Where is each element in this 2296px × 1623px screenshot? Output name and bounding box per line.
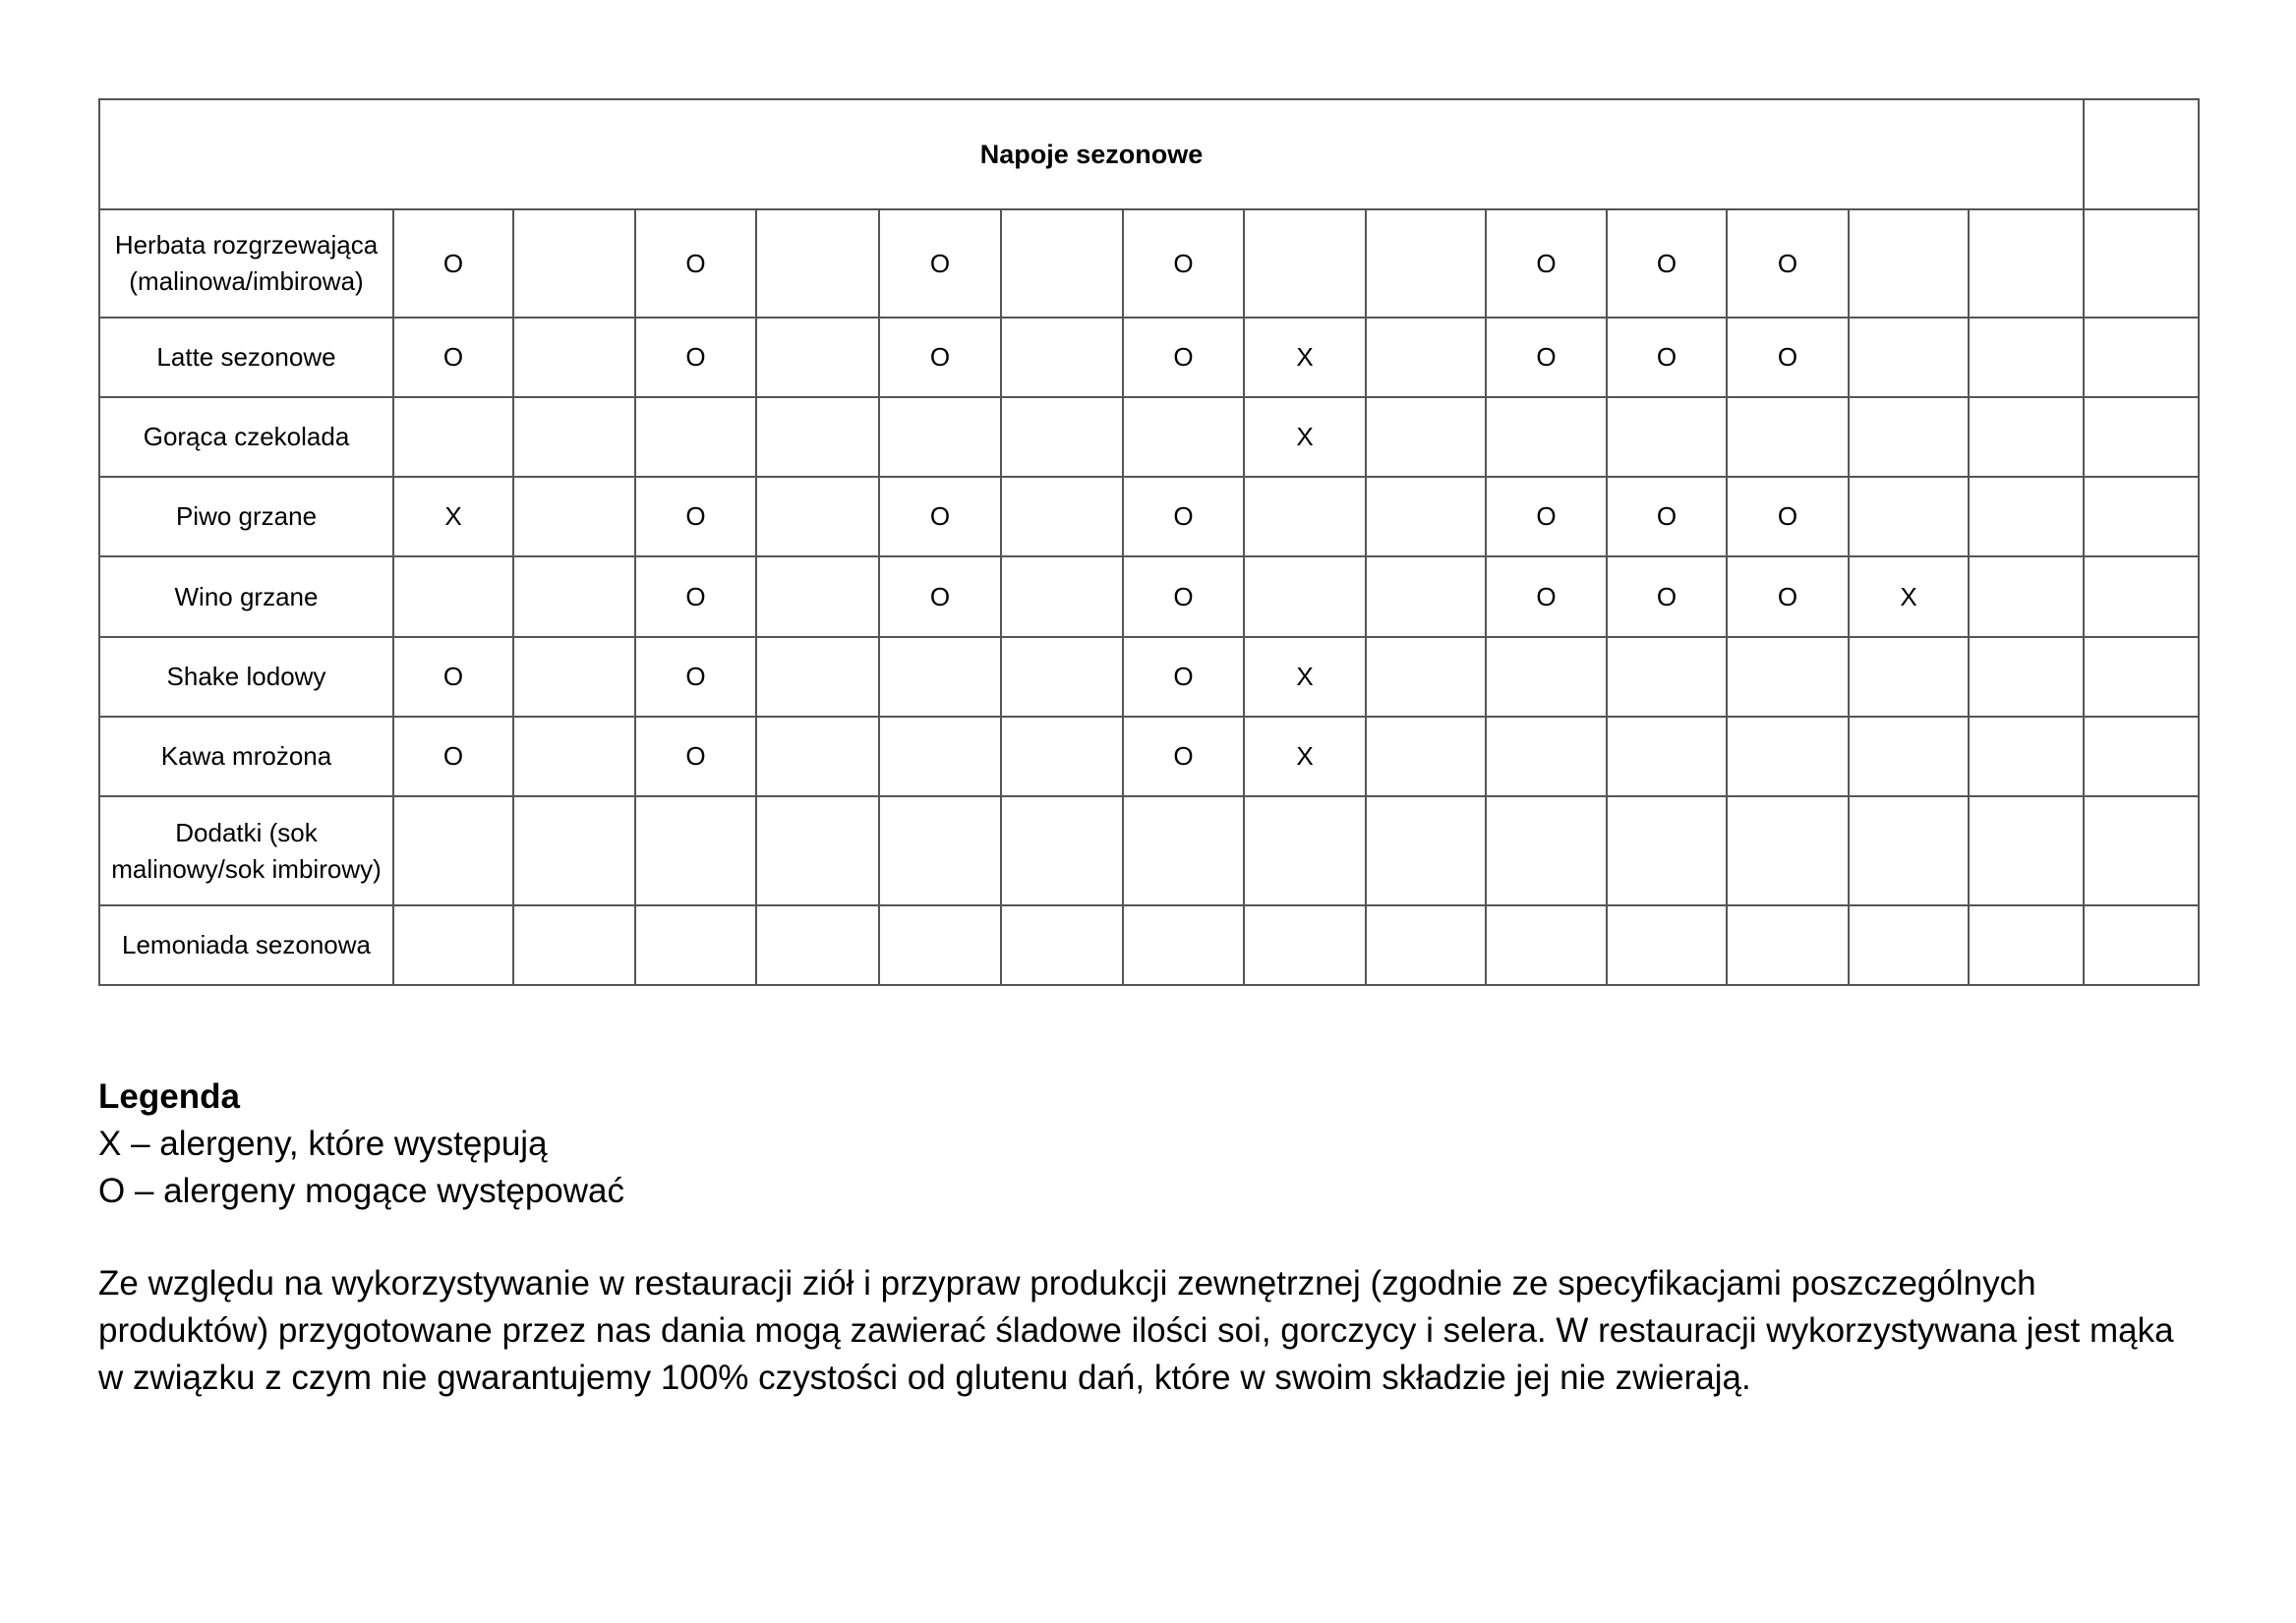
allergen-cell <box>1849 905 1969 985</box>
allergen-cell <box>635 796 756 905</box>
allergen-cell <box>756 397 879 477</box>
allergen-cell <box>1969 905 2084 985</box>
allergen-cell: O <box>879 318 1001 397</box>
allergen-cell <box>1727 717 1849 796</box>
allergen-cell <box>756 209 879 318</box>
allergen-cell: O <box>635 637 756 717</box>
allergen-cell: O <box>1727 477 1849 556</box>
allergen-cell <box>1366 209 1486 318</box>
allergen-cell <box>1001 318 1123 397</box>
allergen-cell: O <box>635 717 756 796</box>
allergen-cell <box>393 796 513 905</box>
allergen-cell: O <box>1123 717 1244 796</box>
allergen-cell <box>756 318 879 397</box>
allergen-cell <box>1366 397 1486 477</box>
allergen-cell <box>2084 556 2199 637</box>
allergen-cell: X <box>1244 717 1366 796</box>
allergen-cell <box>513 637 635 717</box>
allergen-cell <box>1244 556 1366 637</box>
allergen-cell <box>1366 796 1486 905</box>
allergen-cell <box>879 796 1001 905</box>
allergen-cell <box>1849 397 1969 477</box>
allergen-cell <box>1001 905 1123 985</box>
allergen-cell <box>1727 905 1849 985</box>
allergen-cell <box>1607 796 1727 905</box>
allergen-cell <box>1486 397 1607 477</box>
allergen-cell: O <box>1727 318 1849 397</box>
allergen-cell <box>1123 397 1244 477</box>
table-row <box>99 397 2199 477</box>
table-row <box>99 717 2199 796</box>
allergen-cell: O <box>879 556 1001 637</box>
row-name: Kawa mrożona <box>99 717 393 796</box>
allergen-cell <box>879 637 1001 717</box>
allergen-cell <box>1244 477 1366 556</box>
allergen-cell <box>1366 717 1486 796</box>
allergen-cell: O <box>393 637 513 717</box>
allergen-cell <box>879 717 1001 796</box>
row-name: Gorąca czekolada <box>99 397 393 477</box>
table-row <box>99 905 2199 985</box>
allergen-cell <box>1244 209 1366 318</box>
allergen-cell <box>2084 318 2199 397</box>
allergen-cell: O <box>635 556 756 637</box>
row-name: Shake lodowy <box>99 637 393 717</box>
allergen-cell <box>1366 637 1486 717</box>
allergen-cell <box>1001 477 1123 556</box>
allergen-cell <box>1969 796 2084 905</box>
allergen-cell <box>1849 637 1969 717</box>
allergen-cell <box>1244 905 1366 985</box>
header-empty-cell <box>2084 99 2199 209</box>
allergen-cell <box>513 556 635 637</box>
allergen-cell: O <box>1727 556 1849 637</box>
allergen-cell: O <box>879 477 1001 556</box>
table-row <box>99 477 2199 556</box>
allergen-cell <box>1366 905 1486 985</box>
allergen-cell <box>1969 556 2084 637</box>
allergen-cell <box>756 717 879 796</box>
allergen-cell <box>1123 905 1244 985</box>
allergen-cell <box>1727 796 1849 905</box>
allergen-cell <box>1727 637 1849 717</box>
allergen-cell <box>756 637 879 717</box>
table-header-row <box>99 99 2199 209</box>
allergen-cell <box>1607 397 1727 477</box>
allergen-cell <box>513 397 635 477</box>
allergen-cell: X <box>1849 556 1969 637</box>
allergen-cell: O <box>1727 209 1849 318</box>
row-name: Herbata rozgrzewająca (malinowa/imbirowa) <box>99 209 393 318</box>
allergen-cell: O <box>1123 556 1244 637</box>
note-line-2: produktów) przygotowane przez nas dania mogą zawierać śladowe ilości soi, gorczycy i selera. W restauracji wykorzystywana jest mąka <box>98 1311 2174 1350</box>
allergen-cell: O <box>1607 209 1727 318</box>
allergen-cell <box>1849 717 1969 796</box>
allergen-cell <box>756 556 879 637</box>
allergen-cell <box>1969 209 2084 318</box>
table-row <box>99 637 2199 717</box>
allergen-cell: O <box>1607 477 1727 556</box>
legend-x-line: X – alergeny, które występują <box>98 1125 548 1163</box>
allergen-cell <box>1486 796 1607 905</box>
allergen-cell: X <box>1244 397 1366 477</box>
allergen-cell <box>756 905 879 985</box>
allergen-cell <box>635 905 756 985</box>
allergen-cell <box>2084 637 2199 717</box>
allergen-note <box>98 1260 2212 1402</box>
allergen-cell <box>1969 717 2084 796</box>
allergen-cell <box>2084 477 2199 556</box>
allergen-cell <box>1001 397 1123 477</box>
allergen-cell <box>393 556 513 637</box>
allergen-cell <box>1366 556 1486 637</box>
allergen-cell: O <box>1123 318 1244 397</box>
allergen-cell: O <box>393 209 513 318</box>
allergen-cell: O <box>1607 556 1727 637</box>
allergen-cell <box>2084 796 2199 905</box>
table-row <box>99 556 2199 637</box>
allergen-cell <box>1607 637 1727 717</box>
allergen-cell: O <box>393 717 513 796</box>
allergen-cell <box>1001 796 1123 905</box>
allergen-table <box>98 98 2200 986</box>
allergen-cell <box>1366 477 1486 556</box>
legend-o-line: O – alergeny mogące występować <box>98 1172 624 1210</box>
allergen-cell: X <box>393 477 513 556</box>
allergen-cell <box>879 397 1001 477</box>
allergen-cell <box>756 796 879 905</box>
allergen-cell <box>2084 209 2199 318</box>
row-name: Piwo grzane <box>99 477 393 556</box>
allergen-cell <box>1727 397 1849 477</box>
table-row <box>99 209 2199 318</box>
allergen-cell <box>513 477 635 556</box>
allergen-cell <box>1001 209 1123 318</box>
allergen-cell <box>1849 318 1969 397</box>
allergen-cell: O <box>1486 318 1607 397</box>
note-line-1: Ze względu na wykorzystywanie w restauracji ziół i przypraw produkcji zewnętrznej (zgodnie ze specyfikacjami poszczególnych <box>98 1264 2036 1303</box>
row-name: Lemoniada sezonowa <box>99 905 393 985</box>
legend-title: Legenda <box>98 1077 240 1116</box>
allergen-cell <box>756 477 879 556</box>
allergen-cell <box>1607 717 1727 796</box>
allergen-cell: O <box>1486 477 1607 556</box>
allergen-cell: O <box>1486 209 1607 318</box>
row-name: Latte sezonowe <box>99 318 393 397</box>
allergen-cell: O <box>393 318 513 397</box>
allergen-cell <box>513 796 635 905</box>
allergen-cell <box>1123 796 1244 905</box>
allergen-cell <box>393 905 513 985</box>
table-row <box>99 318 2199 397</box>
note-line-3: w związku z czym nie gwarantujemy 100% czystości od glutenu dań, które w swoim składzie jej nie zwierają. <box>98 1359 1751 1397</box>
allergen-cell <box>1969 477 2084 556</box>
allergen-cell: O <box>879 209 1001 318</box>
allergen-cell <box>1486 637 1607 717</box>
allergen-cell <box>1607 905 1727 985</box>
allergen-cell <box>1001 717 1123 796</box>
row-name: Dodatki (sok malinowy/sok imbirowy) <box>99 796 393 905</box>
allergen-cell <box>635 397 756 477</box>
allergen-cell <box>1001 637 1123 717</box>
allergen-cell <box>1486 905 1607 985</box>
allergen-cell <box>1001 556 1123 637</box>
allergen-cell <box>2084 905 2199 985</box>
allergen-cell <box>1849 796 1969 905</box>
legend <box>98 1073 624 1215</box>
allergen-cell <box>1969 318 2084 397</box>
allergen-cell <box>1244 796 1366 905</box>
allergen-cell <box>513 209 635 318</box>
allergen-cell: O <box>1486 556 1607 637</box>
allergen-cell <box>1486 717 1607 796</box>
row-name: Wino grzane <box>99 556 393 637</box>
allergen-cell <box>1969 397 2084 477</box>
table-title: Napoje sezonowe <box>99 99 2084 209</box>
allergen-cell <box>513 717 635 796</box>
table-row <box>99 796 2199 905</box>
allergen-cell <box>879 905 1001 985</box>
allergen-cell: X <box>1244 318 1366 397</box>
allergen-cell: O <box>1123 209 1244 318</box>
allergen-cell <box>1849 209 1969 318</box>
allergen-cell: O <box>1123 477 1244 556</box>
allergen-cell <box>1849 477 1969 556</box>
allergen-cell: O <box>1607 318 1727 397</box>
allergen-cell <box>2084 397 2199 477</box>
allergen-cell <box>2084 717 2199 796</box>
allergen-cell: O <box>635 477 756 556</box>
allergen-cell: O <box>1123 637 1244 717</box>
allergen-cell <box>513 905 635 985</box>
allergen-cell: X <box>1244 637 1366 717</box>
allergen-cell <box>513 318 635 397</box>
allergen-cell: O <box>635 318 756 397</box>
allergen-cell <box>1366 318 1486 397</box>
allergen-cell: O <box>635 209 756 318</box>
allergen-cell <box>393 397 513 477</box>
allergen-cell <box>1969 637 2084 717</box>
